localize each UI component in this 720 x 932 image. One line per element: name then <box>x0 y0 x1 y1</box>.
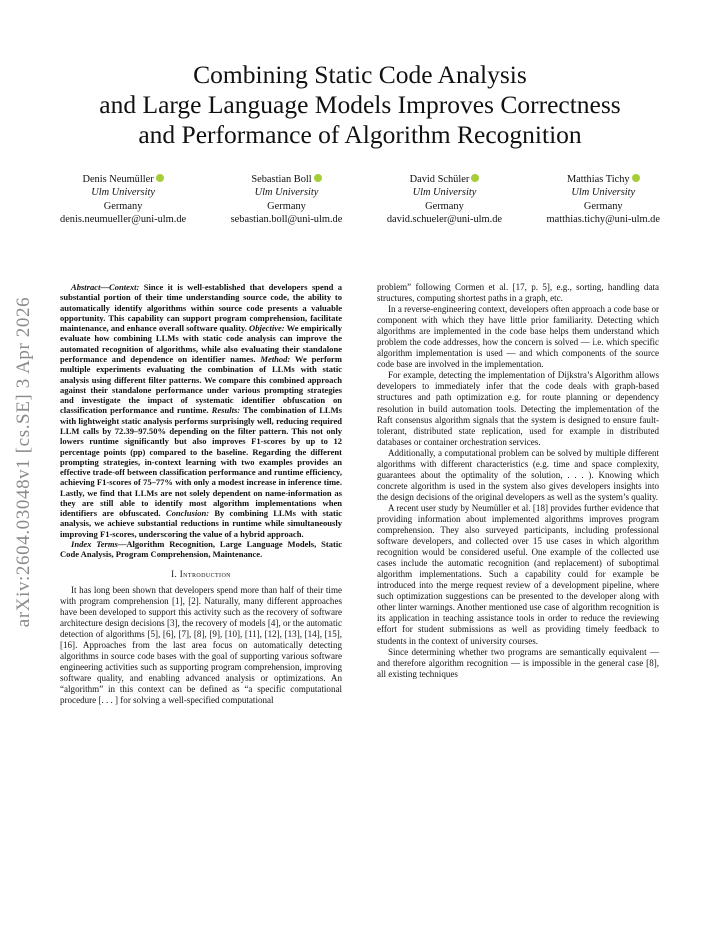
abstract-objective: We empirically evaluate how combining LLMs with static code analysis can improve the automated recognition of algorithms, while also evaluating their standalone performance and dependence on identifier names. <box>60 323 342 364</box>
right-column <box>377 282 659 680</box>
author-country: Germany <box>583 200 623 212</box>
author-email[interactable]: david.schueler@uni-ulm.de <box>386 214 503 226</box>
body-paragraph: In a reverse-engineering context, developers often approach a code base or component with which they have little prior familiarity. Detecting which algorithms are implemented in the code base helps them understand which problem the code addresses, how the concern is solved — i.e. which specific algorithm implementation is used — and which components of the source code base are involved in the implementation. <box>377 304 659 370</box>
section-number: I. <box>171 568 180 579</box>
orcid-icon[interactable] <box>471 174 479 182</box>
author-affiliation: Ulm University <box>412 187 477 199</box>
arxiv-identifier: arXiv:2604.03048v1 [cs.SE] 3 Apr 2026 <box>13 296 34 628</box>
abstract-label: Abstract—Context: <box>71 282 140 292</box>
author-name: Denis Neumüller <box>82 174 154 185</box>
results-label: Results: <box>211 405 241 416</box>
section-heading <box>60 569 342 580</box>
body-paragraph: A recent user study by Neumüller et al. [18] provides further evidence that providing information about implemented algorithms improves program comprehension. They also surveyed participants, including professional software developers, and collected over 15 use cases in which algorithm recognition would be considered useful. One example of the collected use cases include the automatic recognition (and replacement) of suboptimal algorithm implementations. Such a capability could for example be introduced into the merge request review of a development pipeline, where such optimization suggestions can be presented to the developer along with other linter warnings. Another mentioned use case of algorithm recognition is its application in teaching assistance tools in order to reduce the reviewing effort for student submissions as well as providing timely feedback to students in the context of university courses. <box>377 502 659 646</box>
author-affiliation: Ulm University <box>91 187 155 199</box>
author-affiliation: Ulm University <box>254 187 319 199</box>
author-email[interactable]: denis.neumueller@uni-ulm.de <box>60 214 187 226</box>
author-block <box>387 173 502 227</box>
orcid-icon[interactable] <box>632 174 640 182</box>
author-name: Matthias Tichy <box>566 174 630 185</box>
index-terms-label: Index Terms <box>71 539 118 550</box>
author-block <box>231 173 343 227</box>
orcid-icon[interactable] <box>314 174 322 182</box>
paper-title <box>40 60 680 150</box>
abstract <box>60 282 342 560</box>
title-line: Combining Static Code Analysis <box>193 60 527 89</box>
objective-label: Objective: <box>249 323 285 334</box>
author-block <box>547 173 660 227</box>
orcid-icon[interactable] <box>156 174 164 182</box>
left-column <box>60 282 342 706</box>
author-country: Germany <box>103 200 143 212</box>
body-paragraph: Since determining whether two programs are semantically equivalent — and therefore algorithm recognition — is impossible in the general case [8], all existing techniques <box>377 646 659 679</box>
method-label: Method: <box>260 353 291 364</box>
author-country: Germany <box>425 200 464 212</box>
abstract-paragraph <box>60 282 342 539</box>
author-affiliation: Ulm University <box>571 187 636 199</box>
author-name: David Schüler <box>409 174 470 185</box>
author-block <box>60 173 186 227</box>
author-country: Germany <box>267 200 306 212</box>
index-terms-text: —Algorithm Recognition, Large Language Models, Static Code Analysis, Program Comprehension, Maintenance. <box>60 539 342 560</box>
body-paragraph: It has long been shown that developers spend more than half of their time with program comprehension [1], [2]. Naturally, many different approaches have been developed to support this activity such as the recovery of software architecture design decisions [3], the recovery of models [4], or the automatic detection of algorithms [5], [6], [7], [8], [9], [10], [11], [12], [13], [14], [15], [16]. Approaches from the last area focus on automatically detecting algorithms in source code bases with the goal of supporting various software engineering activities such as supporting program comprehension, improving software quality, and enabling advanced analysis or optimizations. An “algorithm” in this context can be defined as “a specific computational procedure [. . . ] for solving a well-specified computational <box>60 584 342 706</box>
body-paragraph: For example, detecting the implementation of Dijkstra’s Algorithm allows developers to immediately infer that the code deals with graph-based structures and path optimization e.g. for route planning or dependency resolution in build automation tools. Detecting the implementation of the Raft consensus algorithm signals that the system is designed to ensure fault-tolerant, distributed state replication, used for example in distributed databases or container orchestration services. <box>377 370 659 447</box>
abstract-conclusion: By combining LLMs with static analysis, we achieve substantial reductions in runtime while simultaneously improving F1-scores, underscoring the value of a hybrid approach. <box>60 508 343 539</box>
index-terms <box>60 539 342 560</box>
title-line: and Large Language Models Improves Correctness <box>99 90 621 119</box>
author-email[interactable]: sebastian.boll@uni-ulm.de <box>230 214 343 226</box>
arxiv-identifier-stamp <box>4 262 44 662</box>
body-paragraph: problem” following Cormen et al. [17, p. 5], e.g., sorting, handling data structures, computing shortest paths in a graph, etc. <box>377 282 659 304</box>
abstract-context: Since it is well-established that developers spend a substantial portion of their time understanding source code, the ability to automatically identify algorithms within source code presents a valuable opportunity. This capability can support program comprehension, facilitate maintenance, and enhance overall software quality. <box>60 282 342 334</box>
abstract-results: The combination of LLMs with lightweight static analysis performs surprisingly well, reducing required LLM calls by 72.39–97.50% depending on the filter pattern. This not only lowers runtime significantly but also improves F1-scores by up to 12 percentage points (pp) compared to the baseline. Regarding the different prompting strategies, in-context learning with two examples provides an effective trade-off between classification performance and runtime efficiency, achieving F1-scores of 75–77% with only a modest increase in inference time. Lastly, we find that LLMs are not solely dependent on name-information as they are still able to identify most algorithm implementations when identifiers are obfuscated. <box>60 405 342 519</box>
author-name: Sebastian Boll <box>251 174 312 185</box>
author-email[interactable]: matthias.tichy@uni-ulm.de <box>546 214 660 226</box>
author-list <box>60 173 660 227</box>
title-line: and Performance of Algorithm Recognition <box>138 120 582 149</box>
section-title: Introduction <box>179 568 231 579</box>
body-paragraph: Additionally, a computational problem can be solved by multiple different algorithms with different characteristics (e.g. time and space complexity, guarantees about the optimality of the solution, . . . ). Knowing which concrete algorithm is used in the system also gives developers insights into the design decisions of the original developers as well as the system’s quality. <box>377 447 659 502</box>
conclusion-label: Conclusion: <box>165 508 210 519</box>
abstract-method: We perform multiple experiments evaluating the combination of LLMs with static analysis using different filter patterns. We compare this combined approach against their standalone performance under various prompting strategies and investigate the impact of systematic identifier obfuscation on classification performance and runtime. <box>60 353 342 416</box>
